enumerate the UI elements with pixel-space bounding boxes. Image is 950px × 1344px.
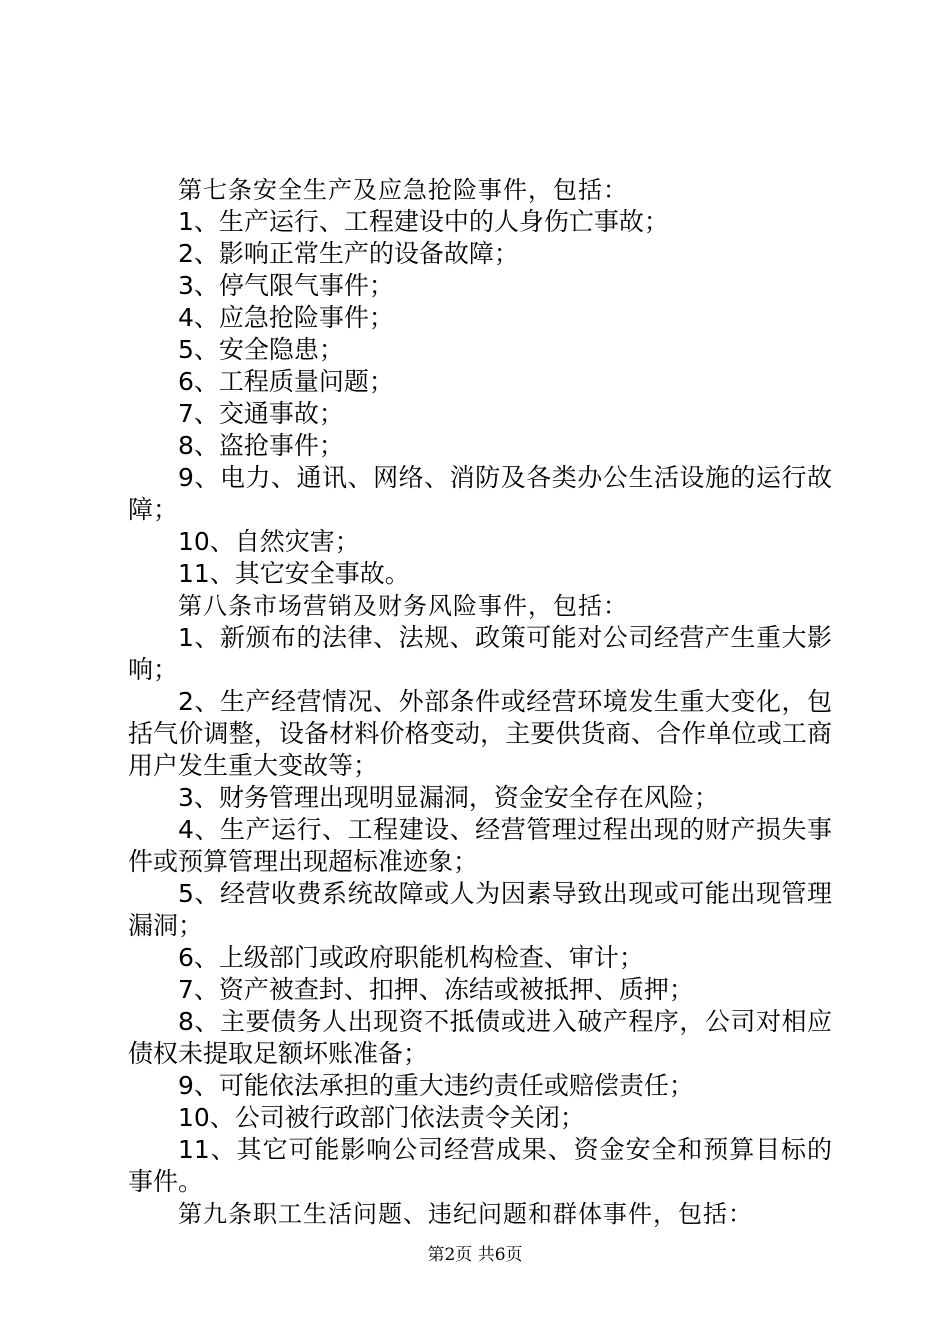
list-item: 11、其它可能影响公司经营成果、资金安全和预算目标的事件。: [128, 1135, 832, 1196]
list-item: 10、自然灾害；: [178, 527, 360, 556]
page-number-label: 第2页 共6页: [427, 1245, 523, 1265]
list-item: 6、工程质量问题；: [178, 367, 394, 396]
list-item: 1、生产运行、工程建设中的人身伤亡事故；: [178, 207, 669, 236]
list-item: 5、安全隐患；: [178, 335, 344, 364]
list-item: 11、其它安全事故。: [178, 559, 410, 588]
list-item: 5、经营收费系统故障或人为因素导致出现或可能出现管理漏洞；: [128, 879, 832, 940]
list-item: 10、公司被行政部门依法责令关闭；: [178, 1103, 585, 1132]
list-item: 4、应急抢险事件；: [178, 303, 394, 332]
list-item: 3、停气限气事件；: [178, 271, 394, 300]
list-item: 1、新颁布的法律、法规、政策可能对公司经营产生重大影响；: [128, 623, 832, 684]
list-item: 4、生产运行、工程建设、经营管理过程出现的财产损失事件或预算管理出现超标准迹象；: [128, 815, 832, 876]
article-8-heading: 第八条市场营销及财务风险事件，包括：: [178, 592, 628, 620]
list-item: 8、主要债务人出现资不抵债或进入破产程序，公司对相应债权未提取足额坏账准备；: [128, 1007, 832, 1068]
list-item: 2、生产经营情况、外部条件或经营环境发生重大变化，包括气价调整，设备材料价格变动，主要供货商、合作单位或工商用户发生重大变故等；: [128, 687, 832, 780]
article-7-heading: 第七条安全生产及应急抢险事件，包括：: [178, 176, 628, 204]
page-footer: [0, 1244, 950, 1266]
list-item: 7、交通事故；: [178, 399, 344, 428]
article-9-heading: 第九条职工生活问题、违纪问题和群体事件，包括：: [178, 1200, 753, 1228]
list-item: 9、可能依法承担的重大违约责任或赔偿责任；: [178, 1071, 694, 1100]
list-item: 6、上级部门或政府职能机构检查、审计；: [178, 943, 644, 972]
list-item: 8、盗抢事件；: [178, 431, 344, 460]
list-item: 7、资产被查封、扣押、冻结或被抵押、质押；: [178, 975, 694, 1004]
document-body: [128, 174, 832, 1230]
list-item: 3、财务管理出现明显漏洞，资金安全存在风险；: [178, 783, 719, 812]
list-item: 9、电力、通讯、网络、消防及各类办公生活设施的运行故障；: [128, 463, 832, 524]
list-item: 2、影响正常生产的设备故障；: [178, 239, 519, 268]
